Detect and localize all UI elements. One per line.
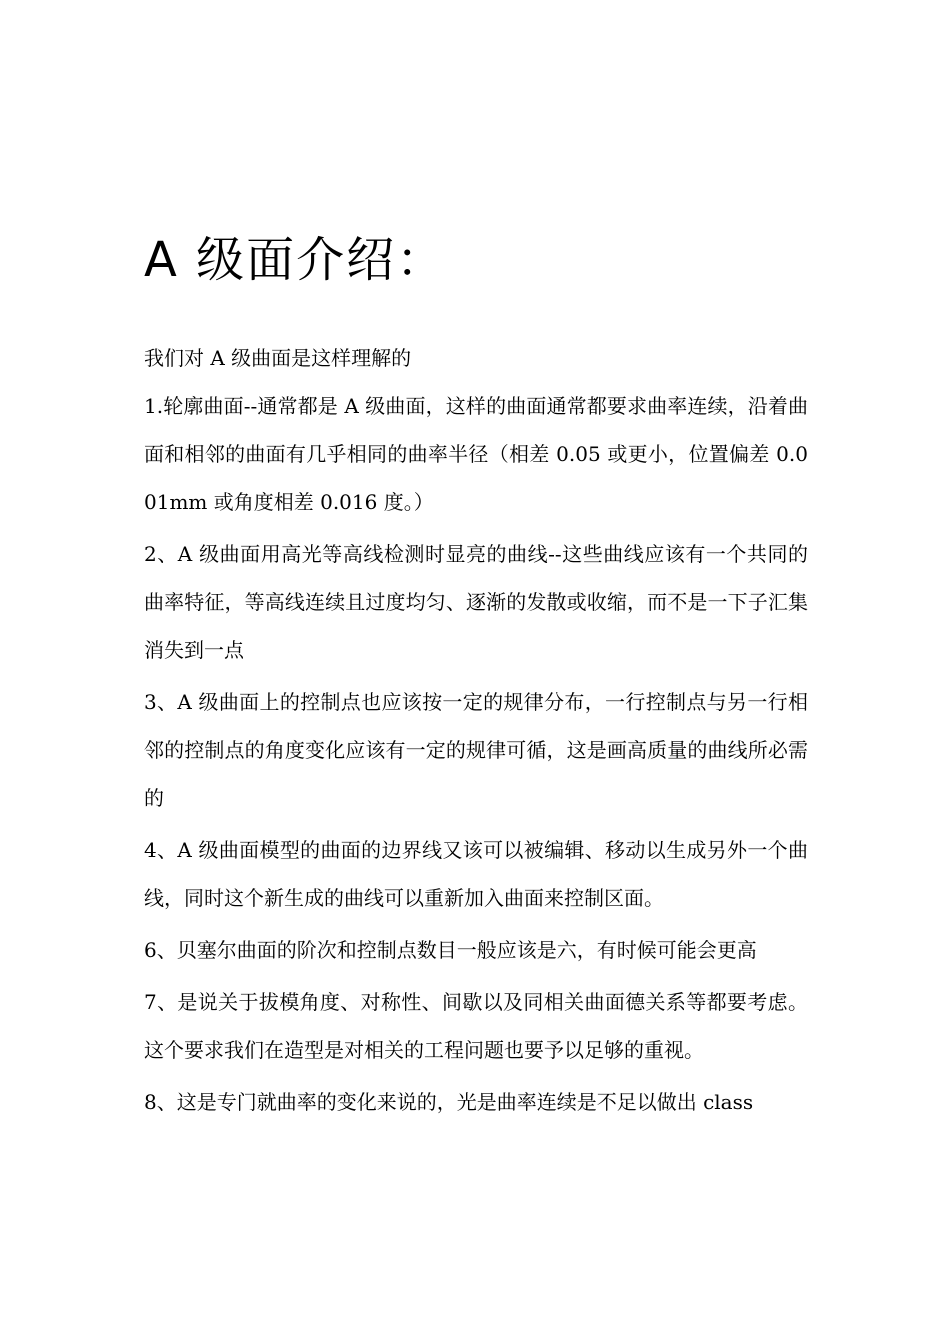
paragraph-1: 1.轮廓曲面--通常都是 A 级曲面，这样的曲面通常都要求曲率连续，沿着曲面和相邻的曲面有几乎相同的曲率半径（相差 0.05 或更小，位置偏差 0.001mm 或角度相差 0.016 度。） bbox=[144, 394, 808, 514]
paragraph-3: 3、A 级曲面上的控制点也应该按一定的规律分布，一行控制点与另一行相邻的控制点的角度变化应该有一定的规律可循，这是画高质量的曲线所必需的 bbox=[144, 690, 808, 810]
document-body bbox=[144, 338, 808, 1130]
paragraph-7: 7、是说关于拔模角度、对称性、间歇以及同相关曲面德关系等都要考虑。这个要求我们在造型是对相关的工程问题也要予以足够的重视。 bbox=[144, 990, 808, 1062]
paragraph-8: 8、这是专门就曲率的变化来说的，光是曲率连续是不足以做出 class bbox=[144, 1090, 754, 1114]
paragraph-intro: 我们对 A 级曲面是这样理解的 bbox=[144, 346, 412, 370]
paragraph-6: 6、贝塞尔曲面的阶次和控制点数目一般应该是六，有时候可能会更高 bbox=[144, 938, 757, 962]
document-title: A 级面介绍： bbox=[144, 232, 447, 288]
paragraph-4: 4、A 级曲面模型的曲面的边界线又该可以被编辑、移动以生成另外一个曲线，同时这个新生成的曲线可以重新加入曲面来控制区面。 bbox=[144, 838, 808, 910]
paragraph-2: 2、A 级曲面用高光等高线检测时显亮的曲线--这些曲线应该有一个共同的曲率特征，等高线连续且过度均匀、逐渐的发散或收缩，而不是一下子汇集消失到一点 bbox=[144, 542, 808, 662]
